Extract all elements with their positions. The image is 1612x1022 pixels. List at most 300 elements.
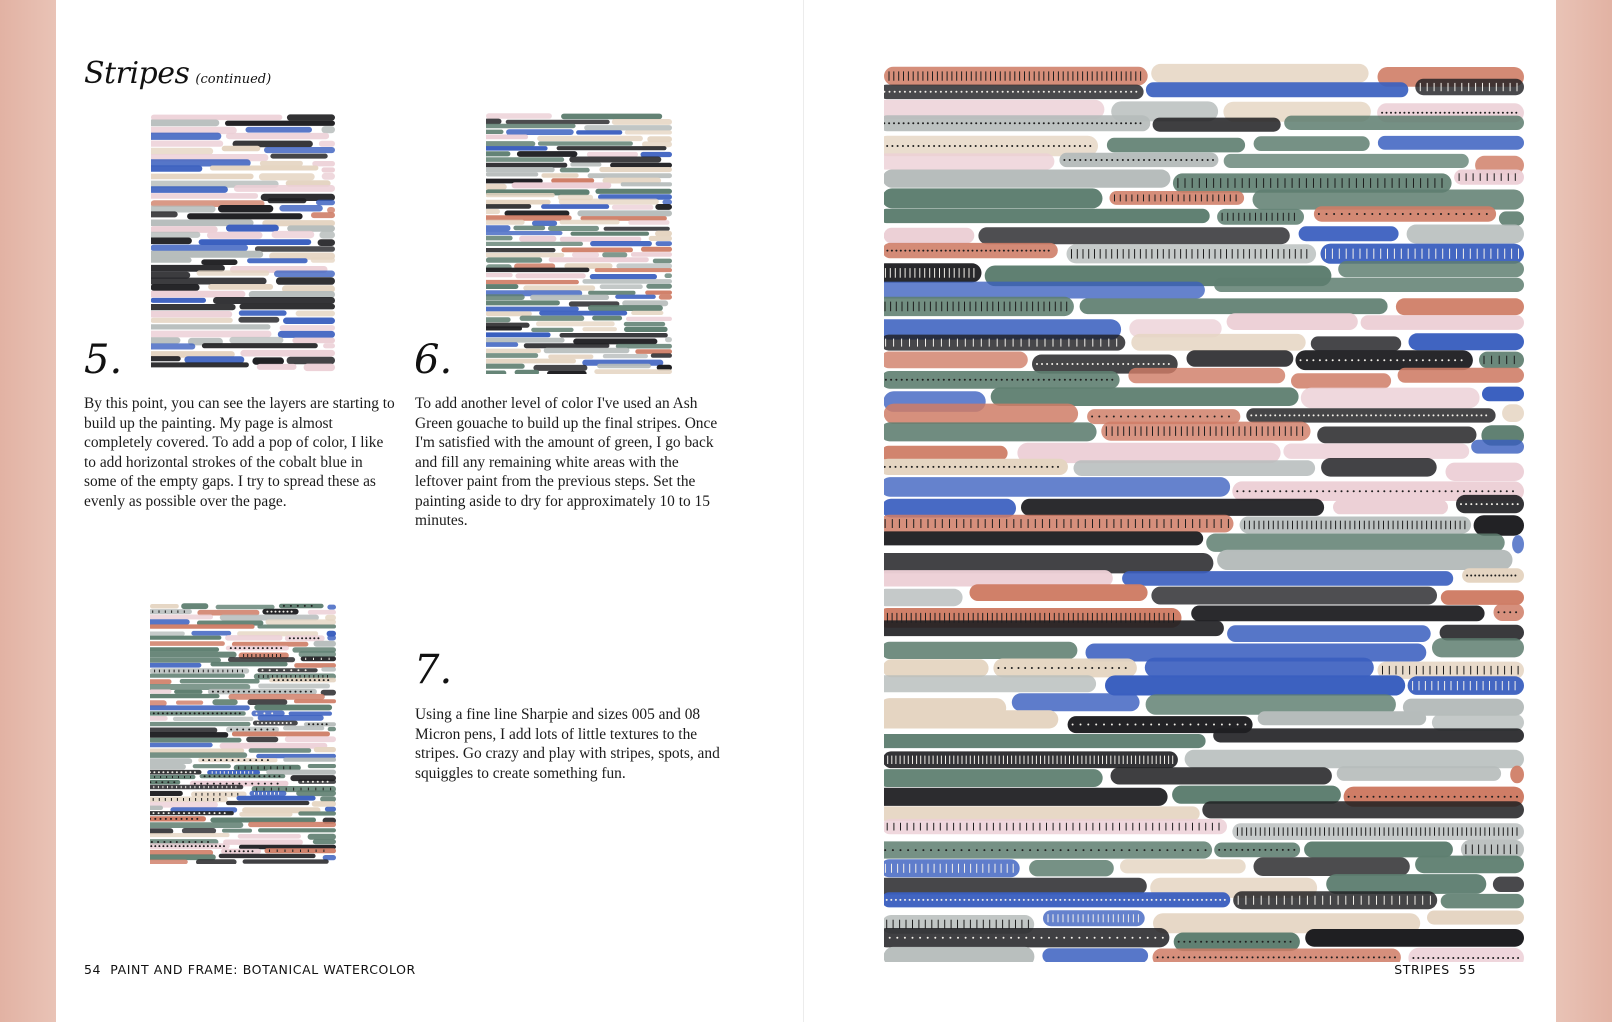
paint-stroke (316, 200, 335, 206)
ink-texture-dot (1357, 956, 1359, 958)
paint-stroke (151, 331, 272, 338)
ink-texture-dot (945, 91, 947, 93)
ink-texture-dot (927, 250, 929, 252)
ink-texture-dot (153, 771, 155, 773)
ink-texture-dot (1097, 363, 1099, 365)
ink-texture-dot (1033, 937, 1035, 939)
ink-texture-dot (1027, 899, 1029, 901)
ink-texture-dot (1264, 849, 1266, 851)
ink-texture-dot (959, 145, 961, 147)
ink-texture-dot (1024, 122, 1026, 124)
ink-texture-dot (1243, 490, 1245, 492)
ink-texture-dot (951, 122, 953, 124)
step-7-text: Using a fine line Sharpie and sizes 005 and 08 Micron pens, I add lots of little textures to the stripes. Go crazy and play with stripes, spots, and squiggles to create something fun. (415, 706, 720, 782)
ink-texture-dot (300, 691, 302, 693)
ink-texture-dot (1146, 899, 1148, 901)
ink-texture-dot (1014, 849, 1016, 851)
ink-texture-dot (966, 91, 968, 93)
ink-texture-dot (1494, 575, 1496, 577)
ink-texture-dot (1080, 379, 1082, 381)
paint-stroke (150, 822, 243, 828)
ink-texture-dot (932, 122, 934, 124)
ink-texture-dot (1127, 159, 1129, 161)
ink-texture-dot (203, 712, 205, 714)
paint-stroke (250, 791, 287, 796)
ink-texture-dot (975, 145, 977, 147)
paint-stroke (884, 675, 1096, 692)
ink-texture-dot (994, 250, 996, 252)
ink-texture-dot (1072, 122, 1074, 124)
ink-texture-dot (885, 379, 887, 381)
ink-texture-dot (1316, 490, 1318, 492)
ink-texture-dot (309, 679, 311, 681)
ink-texture-dot (913, 899, 915, 901)
step-5-painting (151, 112, 335, 372)
paint-stroke (1321, 458, 1437, 477)
paint-stroke (615, 295, 656, 299)
paint-stroke (610, 163, 672, 168)
ink-texture-dot (1475, 490, 1477, 492)
paint-stroke (232, 732, 330, 737)
ink-texture-dot (922, 466, 924, 468)
paint-stroke (150, 636, 221, 640)
ink-texture-dot (1262, 941, 1264, 943)
ink-texture-dot (208, 812, 210, 814)
ink-texture-dot (1413, 414, 1415, 416)
paint-stroke (486, 242, 583, 246)
ink-texture-dot (1087, 363, 1089, 365)
ink-texture-dot (1496, 503, 1498, 505)
ink-texture-dot (201, 841, 203, 843)
ink-texture-dot (1110, 899, 1112, 901)
paint-stroke (258, 668, 318, 672)
ink-texture-dot (219, 783, 221, 785)
paint-stroke (1146, 82, 1408, 97)
paint-stroke (625, 130, 672, 134)
paint-stroke (1120, 859, 1246, 873)
paint-stroke (151, 278, 267, 285)
ink-texture-dot (1043, 250, 1045, 252)
ink-texture-dot (1294, 956, 1296, 958)
ink-texture-dot (1069, 159, 1071, 161)
paint-stroke (1499, 211, 1524, 225)
ink-texture-dot (1336, 956, 1338, 958)
ink-texture-dot (1007, 250, 1009, 252)
ink-texture-dot (937, 122, 939, 124)
paint-stroke (246, 737, 278, 743)
ink-texture-dot (1096, 122, 1098, 124)
ink-texture-dot (912, 145, 914, 147)
paint-stroke (1378, 136, 1524, 150)
paint-stroke (150, 689, 172, 693)
paint-stroke (150, 732, 228, 738)
ink-texture-dot (175, 818, 177, 820)
paint-stroke (884, 477, 1230, 497)
paint-stroke (260, 161, 303, 166)
ink-texture-dot (958, 250, 960, 252)
ink-texture-dot (224, 775, 226, 777)
paint-stroke (884, 515, 1234, 533)
paint-stroke (298, 811, 336, 815)
ink-texture-dot (1370, 359, 1372, 361)
ink-texture-dot (1191, 159, 1193, 161)
ink-texture-dot (1022, 91, 1024, 93)
ink-texture-dot (1322, 414, 1324, 416)
paint-stroke (536, 321, 615, 326)
paint-stroke (1254, 136, 1370, 151)
paint-stroke (150, 619, 190, 625)
paint-stroke (150, 758, 192, 764)
ink-texture-dot (1394, 956, 1396, 958)
ink-texture-dot (170, 818, 172, 820)
paint-stroke (884, 67, 1148, 86)
ink-texture-dot (1048, 250, 1050, 252)
ink-texture-dot (1041, 466, 1043, 468)
ink-texture-dot (189, 771, 191, 773)
ink-texture-dot (1452, 414, 1454, 416)
paint-stroke (151, 133, 221, 140)
ink-texture-dot (959, 899, 961, 901)
ink-texture-dot (1368, 956, 1370, 958)
paint-stroke (223, 840, 303, 845)
ink-texture-dot (1463, 213, 1465, 215)
ink-texture-dot (1497, 796, 1499, 798)
paint-stroke (285, 736, 336, 742)
paint-stroke (486, 311, 532, 316)
ink-texture-dot (1041, 363, 1043, 365)
ink-texture-dot (1130, 122, 1132, 124)
ink-texture-dot (991, 899, 993, 901)
paint-stroke (520, 316, 585, 321)
ink-texture-dot (986, 899, 988, 901)
ink-texture-dot (1255, 490, 1257, 492)
ink-texture-dot (1063, 91, 1065, 93)
ink-texture-dot (1347, 490, 1349, 492)
ink-texture-dot (1089, 91, 1091, 93)
ink-texture-dot (1084, 91, 1086, 93)
paint-stroke (150, 624, 255, 628)
ink-texture-dot (953, 379, 955, 381)
section-title-main: Stripes (84, 56, 190, 91)
ink-texture-dot (318, 679, 320, 681)
ink-texture-dot (1417, 213, 1419, 215)
ink-texture-dot (1143, 159, 1145, 161)
ink-texture-dot (1341, 213, 1343, 215)
ink-texture-dot (1378, 956, 1380, 958)
ink-texture-dot (1347, 956, 1349, 958)
ink-texture-dot (1422, 359, 1424, 361)
ink-texture-dot (1269, 414, 1271, 416)
paint-stroke (884, 878, 1147, 895)
ink-texture-dot (1014, 122, 1016, 124)
paint-stroke (252, 357, 284, 364)
paint-stroke (588, 173, 672, 178)
ink-texture-dot (1512, 957, 1514, 959)
ink-texture-dot (1091, 899, 1093, 901)
ink-texture-dot (155, 781, 157, 783)
ink-texture-dot (161, 781, 163, 783)
ink-texture-dot (1451, 490, 1453, 492)
ink-texture-dot (1308, 414, 1310, 416)
ink-texture-dot (977, 899, 979, 901)
ink-texture-dot (1478, 213, 1480, 215)
ink-texture-dot (286, 722, 288, 724)
ink-texture-dot (1052, 466, 1054, 468)
ink-texture-dot (290, 669, 292, 671)
ink-texture-dot (153, 712, 155, 714)
paint-stroke (314, 641, 337, 647)
paint-stroke (884, 589, 963, 606)
ink-texture-dot (965, 466, 967, 468)
paint-stroke (322, 173, 335, 180)
ink-texture-dot (1509, 611, 1511, 613)
ink-texture-dot (1317, 414, 1319, 416)
ink-texture-dot (1377, 359, 1379, 361)
paint-stroke (486, 317, 511, 322)
paint-stroke (515, 273, 585, 278)
ink-texture-dot (262, 647, 264, 649)
ink-texture-dot (1516, 796, 1518, 798)
ink-texture-dot (1196, 159, 1198, 161)
paint-stroke (561, 248, 633, 253)
ink-texture-dot (171, 771, 173, 773)
paint-stroke (486, 349, 541, 353)
ink-texture-dot (1457, 957, 1459, 959)
ink-texture-dot (1105, 849, 1107, 851)
paint-stroke (1311, 336, 1401, 351)
paint-stroke (1151, 64, 1368, 83)
ink-texture-dot (1409, 414, 1411, 416)
ink-texture-dot (1095, 724, 1097, 726)
ink-texture-dot (280, 647, 282, 649)
ink-texture-dot (1098, 416, 1100, 418)
paint-stroke (150, 797, 228, 803)
ink-texture-dot (1004, 122, 1006, 124)
ink-texture-dot (1037, 145, 1039, 147)
ink-texture-dot (943, 379, 945, 381)
paint-stroke (151, 141, 223, 147)
paint-stroke (1122, 571, 1453, 586)
ink-texture-dot (1028, 122, 1030, 124)
ink-texture-dot (927, 122, 929, 124)
ink-texture-dot (1426, 112, 1428, 114)
ink-texture-dot (1345, 359, 1347, 361)
paint-stroke (312, 801, 336, 807)
ink-texture-dot (1439, 490, 1441, 492)
ink-texture-dot (1151, 849, 1153, 851)
ink-texture-dot (1306, 359, 1308, 361)
ink-texture-dot (1440, 213, 1442, 215)
ink-texture-dot (1230, 849, 1232, 851)
paint-stroke (523, 285, 595, 290)
ink-texture-dot (1201, 899, 1203, 901)
ink-texture-dot (976, 849, 978, 851)
paint-stroke (222, 829, 252, 833)
paint-stroke (226, 133, 329, 139)
ink-texture-dot (1221, 724, 1223, 726)
ink-texture-dot (1033, 91, 1035, 93)
paint-stroke (486, 172, 538, 176)
paint-stroke (246, 127, 313, 133)
paint-stroke (287, 357, 335, 365)
ink-texture-dot (1466, 414, 1468, 416)
paint-stroke (884, 188, 1103, 208)
ink-texture-dot (230, 729, 232, 731)
ink-texture-dot (1507, 957, 1509, 959)
ink-texture-dot (297, 669, 299, 671)
ink-texture-dot (265, 722, 267, 724)
ink-texture-dot (1462, 112, 1464, 114)
ink-texture-dot (1213, 724, 1215, 726)
ink-texture-dot (1447, 796, 1449, 798)
paint-stroke (1128, 368, 1285, 383)
paint-stroke (1067, 244, 1317, 263)
ink-texture-dot (1484, 112, 1486, 114)
ink-texture-dot (909, 899, 911, 901)
paint-stroke (884, 352, 1028, 369)
ink-texture-dot (317, 723, 319, 725)
ink-texture-dot (1099, 91, 1101, 93)
paint-stroke (150, 647, 219, 651)
ink-texture-dot (1061, 363, 1063, 365)
ink-texture-dot (997, 466, 999, 468)
ink-texture-dot (1467, 957, 1469, 959)
ink-texture-dot (214, 759, 216, 761)
ink-texture-dot (233, 691, 235, 693)
ink-texture-dot (890, 899, 892, 901)
ink-texture-dot (1019, 466, 1021, 468)
ink-texture-dot (1246, 956, 1248, 958)
ink-texture-dot (1002, 91, 1004, 93)
ink-texture-dot (985, 379, 987, 381)
ink-texture-dot (219, 775, 221, 777)
paint-stroke (197, 270, 270, 275)
ink-texture-dot (991, 91, 993, 93)
ink-texture-dot (1178, 956, 1180, 958)
ink-texture-dot (312, 723, 314, 725)
ink-texture-dot (1014, 899, 1016, 901)
ink-texture-dot (971, 91, 973, 93)
ink-texture-dot (322, 781, 324, 783)
ink-texture-dot (261, 722, 263, 724)
paint-stroke (151, 148, 213, 155)
ink-texture-dot (1003, 250, 1005, 252)
paint-stroke (486, 146, 548, 151)
ink-texture-dot (1206, 941, 1208, 943)
ink-texture-dot (1142, 416, 1144, 418)
ink-texture-dot (938, 379, 940, 381)
paint-stroke (321, 667, 336, 672)
paint-stroke (1153, 118, 1281, 132)
ink-texture-dot (1094, 937, 1096, 939)
paint-stroke (595, 189, 672, 194)
ink-texture-dot (1319, 359, 1321, 361)
ink-texture-dot (1210, 899, 1212, 901)
ink-texture-dot (1373, 796, 1375, 798)
paint-stroke (530, 295, 609, 300)
ink-texture-dot (1106, 416, 1108, 418)
ink-texture-dot (269, 722, 271, 724)
ink-texture-dot (314, 679, 316, 681)
paint-stroke (287, 225, 335, 231)
ink-texture-dot (290, 605, 292, 607)
paint-stroke (313, 839, 336, 844)
ink-texture-dot (1421, 112, 1423, 114)
ink-texture-dot (1486, 213, 1488, 215)
paint-stroke (519, 236, 556, 242)
ink-texture-dot (1027, 145, 1029, 147)
ink-texture-dot (1048, 937, 1050, 939)
ink-texture-dot (1038, 91, 1040, 93)
ink-texture-dot (1435, 796, 1437, 798)
ink-texture-dot (1056, 937, 1058, 939)
ink-texture-dot (955, 91, 957, 93)
ink-texture-dot (1119, 899, 1121, 901)
ink-texture-dot (1074, 379, 1076, 381)
ink-texture-dot (1371, 490, 1373, 492)
ink-texture-dot (1290, 941, 1292, 943)
ink-texture-dot (1439, 112, 1441, 114)
ink-texture-dot (886, 899, 888, 901)
ink-texture-dot (1204, 956, 1206, 958)
ink-texture-dot (909, 91, 911, 93)
ink-texture-dot (904, 937, 906, 939)
paint-stroke (486, 338, 565, 343)
paint-stroke (486, 124, 576, 129)
ink-texture-dot (1364, 359, 1366, 361)
ink-texture-dot (980, 379, 982, 381)
ink-texture-dot (1245, 941, 1247, 943)
ink-texture-dot (922, 379, 924, 381)
left-page-number: 54 (84, 962, 102, 977)
paint-stroke (1258, 711, 1427, 725)
ink-texture-dot (1052, 849, 1054, 851)
paint-stroke (292, 338, 335, 344)
ink-texture-dot (214, 812, 216, 814)
ink-texture-dot (1042, 145, 1044, 147)
ink-texture-dot (1114, 899, 1116, 901)
ink-texture-dot (1485, 796, 1487, 798)
ink-texture-dot (938, 466, 940, 468)
ink-texture-dot (1011, 145, 1013, 147)
left-running-head: PAINT AND FRAME: BOTANICAL WATERCOLOR (110, 962, 416, 977)
ink-texture-dot (1128, 899, 1130, 901)
ink-texture-dot (1224, 899, 1226, 901)
ink-texture-dot (1428, 414, 1430, 416)
paint-stroke (970, 584, 1148, 601)
ink-texture-dot (1016, 250, 1018, 252)
ink-texture-dot (1113, 849, 1115, 851)
ink-texture-dot (1471, 112, 1473, 114)
ink-texture-dot (1471, 213, 1473, 215)
ink-texture-dot (1437, 957, 1439, 959)
ink-texture-dot (1437, 414, 1439, 416)
ink-texture-dot (1038, 379, 1040, 381)
ink-texture-dot (999, 122, 1001, 124)
step-6-number: 6. (414, 337, 453, 383)
ink-texture-dot (980, 145, 982, 147)
ink-texture-dot (1383, 359, 1385, 361)
paint-stroke (884, 404, 1078, 424)
ink-texture-dot (160, 818, 162, 820)
paint-stroke (594, 369, 672, 374)
paint-stroke (541, 173, 578, 178)
paint-stroke (884, 209, 1210, 223)
ink-texture-dot (279, 691, 281, 693)
ink-texture-dot (1046, 466, 1048, 468)
ink-texture-dot (1394, 213, 1396, 215)
ink-texture-dot (1506, 503, 1508, 505)
